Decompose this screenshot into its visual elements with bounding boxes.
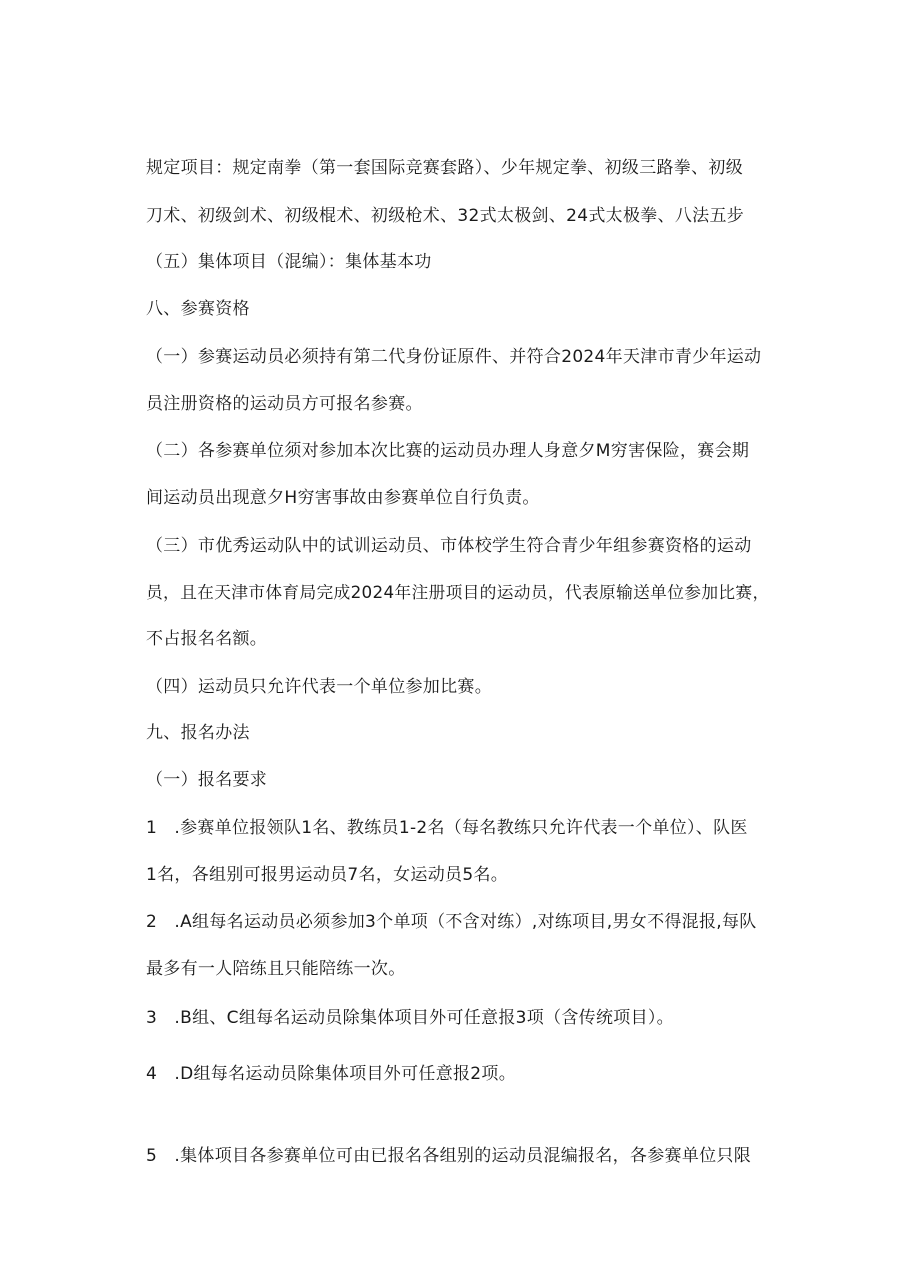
text-line: （四）运动员只允许代表一个单位参加比赛。 — [146, 677, 492, 697]
text-line: 2 .A组每名运动员必须参加3个单项（不含对练）,对练项目,男女不得混报,每队 — [146, 912, 757, 932]
text-line: 5 .集体项目各参赛单位可由已报名各组别的运动员混编报名，各参赛单位只限 — [146, 1146, 752, 1166]
text-line: 规定项目：规定南拳（第一套国际竞赛套路）、少年规定拳、初级三路拳、初级 — [146, 158, 743, 178]
text-line: 1名，各组别可报男运动员7名，女运动员5名。 — [146, 865, 509, 885]
text-line: （三）市优秀运动队中的试训运动员、市体校学生符合青少年组参赛资格的运动 — [146, 536, 752, 556]
text-line: （一）参赛运动员必须持有第二代身份证原件、并符合2024年天津市青少年运动 — [146, 347, 762, 367]
section-heading: 九、报名办法 — [146, 723, 250, 743]
text-line: 员注册资格的运动员方可报名参赛。 — [146, 394, 423, 414]
text-line: 最多有一人陪练且只能陪练一次。 — [146, 959, 406, 979]
section-heading: 八、参赛资格 — [146, 299, 250, 319]
text-line: 员，且在天津市体育局完成2024年注册项目的运动员，代表原输送单位参加比赛， — [146, 582, 770, 602]
text-line: 4 .D组每名运动员除集体项目外可任意报2项。 — [146, 1064, 517, 1084]
text-line: 不占报名名额。 — [146, 629, 268, 649]
text-line: 1 .参赛单位报领队1名、教练员1-2名（每名教练只允许代表一个单位）、队医 — [146, 818, 748, 838]
section-heading: （一）报名要求 — [146, 770, 268, 790]
text-line: 刀术、初级剑术、初级棍术、初级枪术、32式太极剑、24式太极拳、八法五步 — [146, 206, 745, 226]
text-line: （二）各参赛单位须对参加本次比赛的运动员办理人身意夕M穷害保险，赛会期 — [146, 441, 750, 461]
text-line: 3 .B组、C组每名运动员除集体项目外可任意报3项（含传统项目）。 — [146, 1008, 674, 1028]
section-heading: （五）集体项目（混编）：集体基本功 — [146, 252, 432, 272]
text-line: 间运动员出现意夕H穷害事故由参赛单位自行负责。 — [146, 488, 540, 508]
